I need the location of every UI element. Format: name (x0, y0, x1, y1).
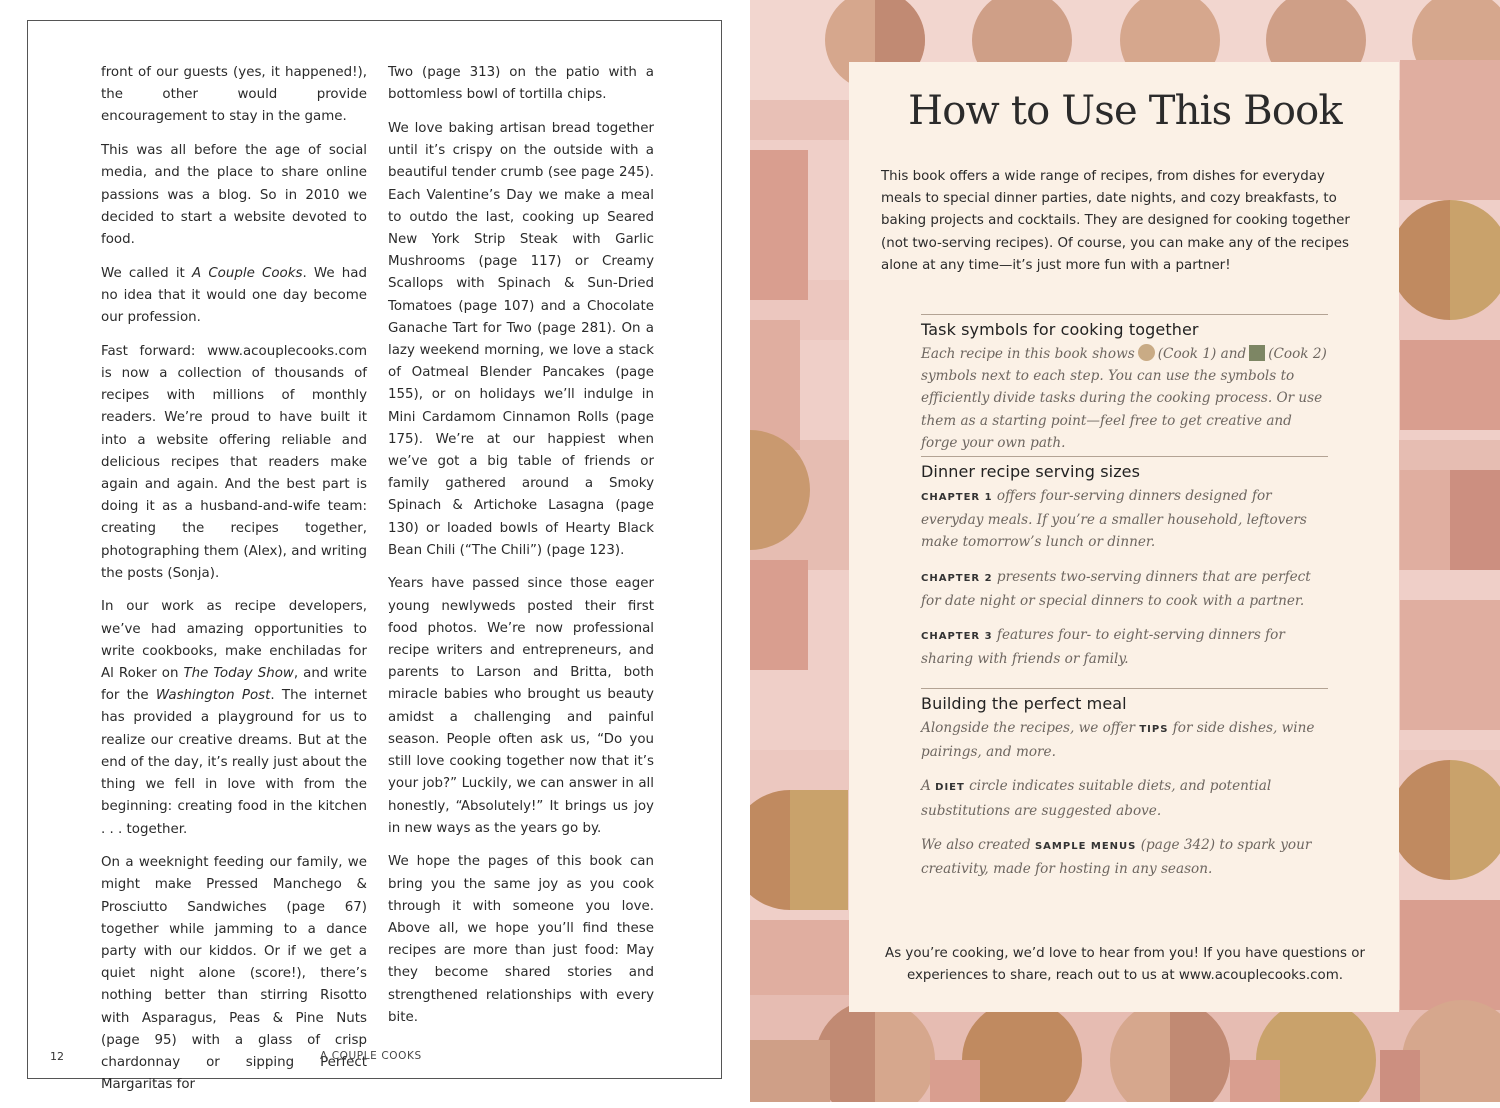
book-title-italic: A Couple Cooks (191, 265, 303, 281)
chapter-label: CHAPTER 1 (921, 492, 993, 503)
chapter-label: CHAPTER 3 (921, 631, 993, 643)
paragraph-text: . The internet has provided a playground for us to realize our creative dreams. But at the end of the day, it’s really just about the thing we fell in love with from the beginning: creating food in the kitchen . . . together. (101, 688, 367, 837)
show-title-italic: The Today Show (183, 666, 294, 682)
paragraph-text: We called it (101, 265, 192, 281)
chapter-text: offers four-serving dinners designed for everyday meals. If you’re a smaller household, leftovers make tomorrow’s lunch or dinner. (921, 488, 1307, 551)
section-heading: Dinner recipe serving sizes (921, 462, 1141, 481)
section-text: We also created (921, 836, 1031, 853)
page-number: 12 (50, 1050, 64, 1063)
paragraph: Two (page 313) on the patio with a bottomless bowl of tortilla chips. (388, 65, 654, 103)
paragraph: On a weeknight feeding our family, we might make Pressed Manchego & Prosciutto Sandwiches (page 67) together while jamming to a dance party with our kiddos. Or if we get a quiet night alone (score!), there’s nothing better than stirring Risotto with Asparagus, Peas & Pine Nuts (page 95) with a glass of crisp chardonnay or sipping Perfect Margaritas for (101, 855, 367, 1093)
text-column-2 (388, 62, 654, 1041)
paragraph (101, 263, 367, 330)
chapter-text: features four- to eight-serving dinners for sharing with friends or family. (921, 627, 1285, 668)
chapter-label: CHAPTER 2 (921, 572, 993, 584)
section-text: circle indicates suitable diets, and potential substitutions are suggested above. (921, 778, 1272, 819)
perfect-meal-section (921, 688, 1328, 892)
cook-1-label: (Cook 1) and (1157, 346, 1247, 362)
chapter-3-note (921, 624, 1328, 670)
cook-1-circle-icon (1138, 344, 1155, 361)
closing-paragraph: As you’re cooking, we’d love to hear from you! If you have questions or experiences to share, reach out to us at www.acouplecooks.com. (885, 946, 1365, 984)
paragraph: Years have passed since those eager young newlyweds posted their first food photos. We’re now professional recipe writers and entrepreneurs, and parents to Larson and Britta, both miracle babies who brought us beauty amidst a challenging and painful season. People often ask us, “Do you still love cooking together now that it’s your job?” Luckily, we can answer in all honestly, “Absolutely!” It brings us joy in new ways as the years go by. (388, 576, 654, 836)
page-title: How to Use This Book (908, 88, 1342, 134)
serving-sizes-section (921, 456, 1328, 682)
section-heading: Building the perfect meal (921, 694, 1127, 713)
sample-menus-note (921, 834, 1328, 880)
section-text: A (921, 778, 931, 795)
section-text: symbols next to each step. You can use the symbols to efficiently divide tasks during the cooking process. Or use them as a starting point—feel free to get creative and forge your own path. (921, 368, 1323, 451)
paragraph (101, 596, 367, 840)
left-page (0, 0, 750, 1102)
paragraph: We hope the pages of this book can bring you the same joy as you cook through it with someone you love. Above all, we hope you’ll find these recipes are more than just food: May they become shared stories and strengthened relationships with every bite. (388, 854, 654, 1025)
cook-2-label: (Cook 2) (1268, 346, 1327, 362)
paragraph-text: In our work as recipe developers, we’ve had amazing opportunities to write cookbooks, make enchiladas for Al Roker on (101, 599, 367, 682)
section-text: (page 342) to spark your creativity, made for hosting in any season. (921, 836, 1312, 878)
cook-2-square-icon (1249, 345, 1265, 361)
diet-tag: DIET (935, 782, 965, 794)
paragraph: We love baking artisan bread together until it’s crispy on the outside with a beautiful tender crumb (see page 245). Each Valentine’s Day we make a meal to outdo the last, cooking up Seared New York Strip Steak with Garlic Mushrooms (page 117) or Creamy Scallops with Spinach & Sun-Dried Tomatoes (page 107) and a Chocolate Ganache Tart for Two (page 281). On a lazy weekend morning, we love a stack of Oatmeal Blender Pancakes (page 155), or on holidays we’ll indulge in Mini Cardamom Cinnamon Rolls (page 175). We’re at our happiest when we’ve got a big table of friends or family gathered around a Smoky Spinach & Artichoke Lasagna (page 130) or loaded bowls of Hearty Black Bean Chili (“The Chili”) (page 123). (388, 120, 654, 558)
sample-menus-tag: SAMPLE MENUS (1034, 840, 1137, 852)
running-title: A COUPLE COOKS (320, 1050, 422, 1062)
task-symbols-section (921, 314, 1328, 466)
task-symbols-text (921, 343, 1328, 454)
tips-tag: TIPS (1139, 724, 1169, 735)
chapter-2-note (921, 566, 1328, 612)
tips-note (921, 717, 1328, 763)
section-text: Each recipe in this book shows (921, 346, 1135, 362)
paragraph: Fast forward: www.acouplecooks.com is now a collection of thousands of recipes with millions of monthly readers. We’re proud to have built it into a website offering reliable and delicious recipes that readers make again and again. And the best part is doing it as a husband-and-wife team: creating the recipes together, photographing them (Alex), and writing the posts (Sonja). (101, 343, 367, 581)
paragraph: This was all before the age of social media, and the place to share online passions was a blog. So in 2010 we decided to start a website devoted to food. (101, 143, 367, 247)
chapter-1-note (921, 485, 1328, 554)
section-heading: Task symbols for cooking together (921, 320, 1199, 339)
chapter-text: presents two-serving dinners that are perfect for date night or special dinners to cook with a partner. (921, 568, 1311, 609)
section-text: for side dishes, wine pairings, and more. (921, 720, 1315, 761)
paragraph-text: . We had no idea that it would one day become our profession. (101, 265, 368, 326)
text-column-1 (101, 62, 367, 1108)
paragraph-text: , and write for the (101, 666, 367, 704)
diet-note (921, 775, 1328, 821)
newspaper-title-italic: Washington Post (155, 688, 271, 704)
intro-paragraph: This book offers a wide range of recipes, from dishes for everyday meals to special dinner parties, date nights, and cozy breakfasts, to baking projects and cocktails. They are designed for cooking together (not two-serving recipes). Of course, you can make any of the recipes alone at any time—it’s just more fun with a partner! (881, 169, 1350, 273)
paragraph: front of our guests (yes, it happened!), the other would provide encouragement to stay in the game. (101, 65, 367, 125)
section-text: Alongside the recipes, we offer (921, 720, 1136, 736)
